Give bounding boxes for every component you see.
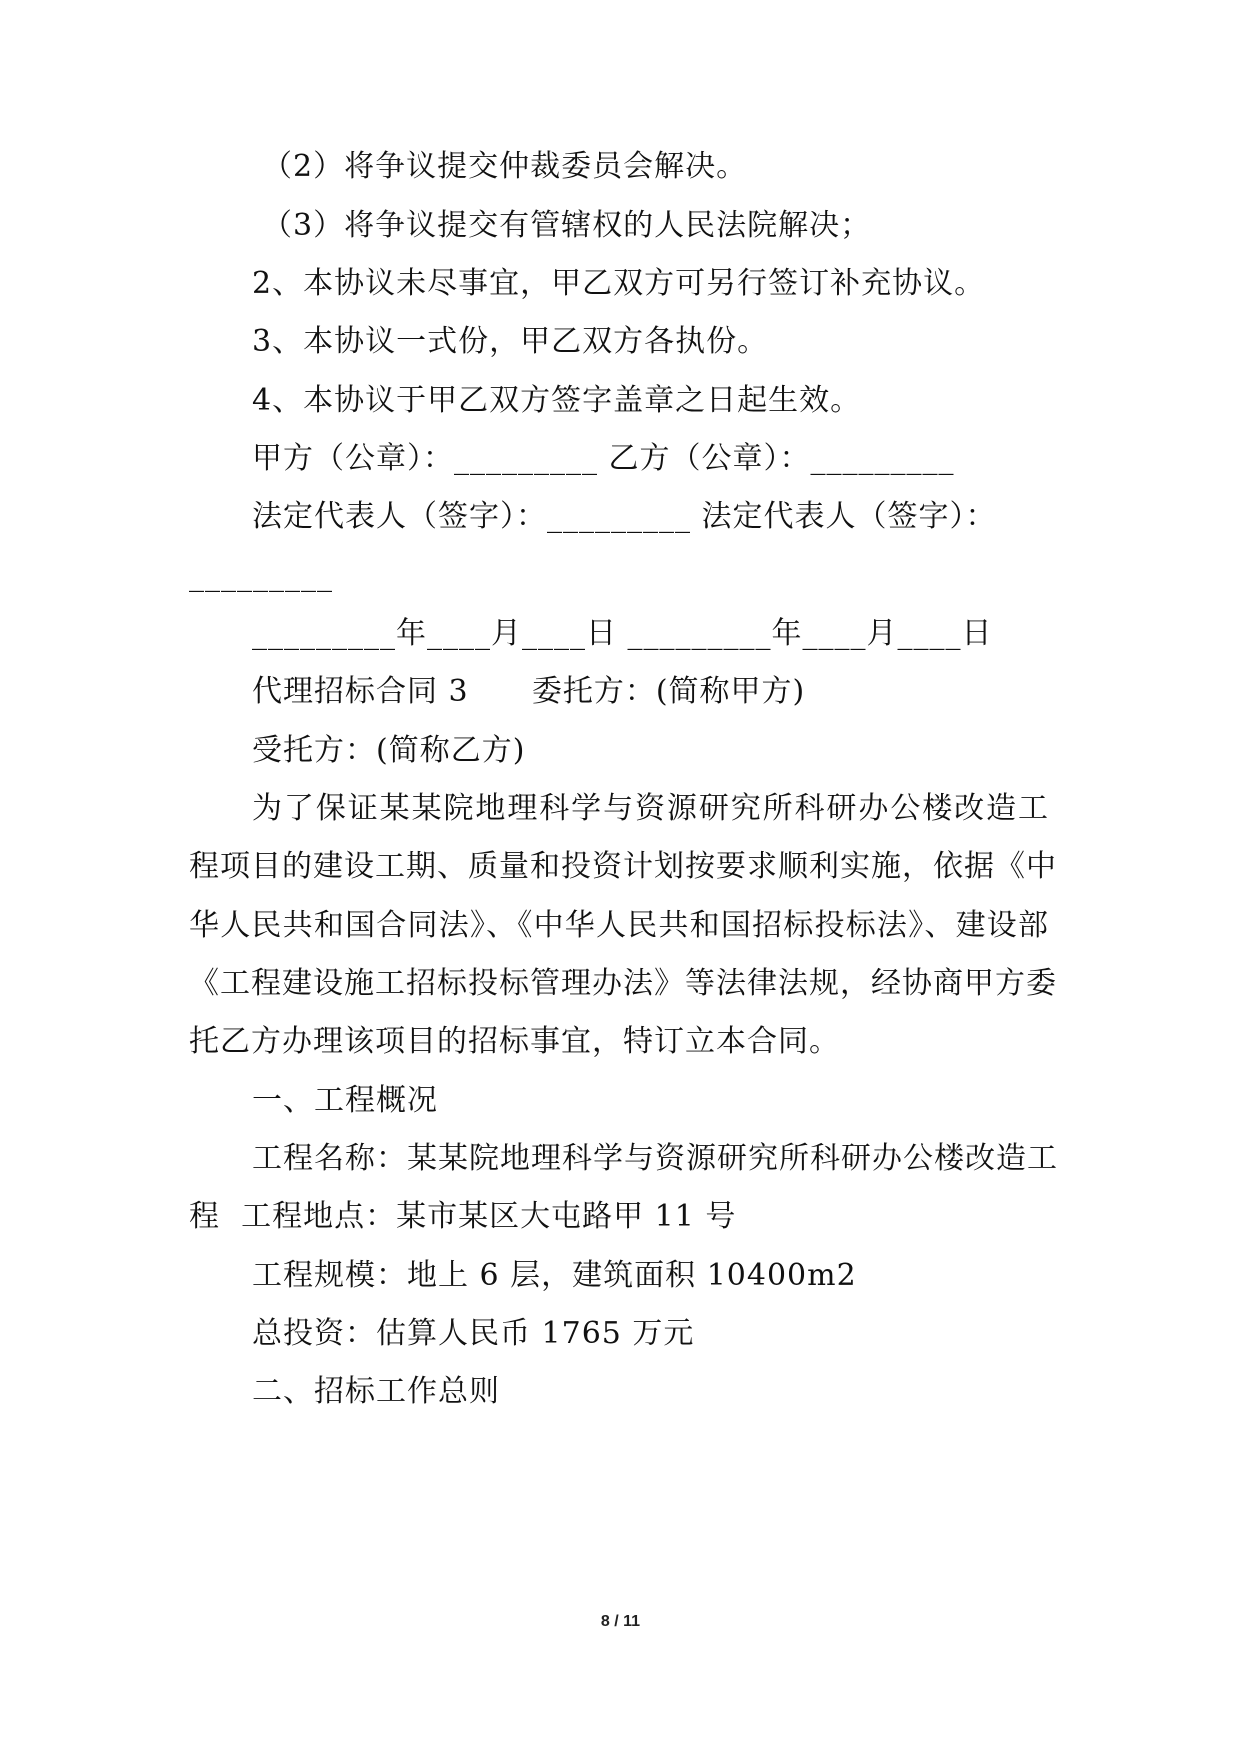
preamble-line-5: 托乙方办理该项目的招标事宜，特订立本合同。 xyxy=(189,1024,840,1059)
clause-4: 4、本协议于甲乙双方签字盖章之日起生效。 xyxy=(252,383,862,418)
preamble-line-4: 《工程建设施工招标投标管理办法》等法律法规，经协商甲方委 xyxy=(189,966,1057,1001)
preamble-line-2: 程项目的建设工期、质量和投资计划按要求顺利实施，依据《中 xyxy=(189,849,1057,884)
clause-2: 2、本协议未尽事宜，甲乙双方可另行签订补充协议。 xyxy=(252,266,986,301)
trustee-line: 受托方：(简称乙方) xyxy=(252,733,526,768)
preamble-line-1: 为了保证某某院地理科学与资源研究所科研办公楼改造工 xyxy=(252,791,1049,826)
date-line: _________年____月____日 _________年____月____日 xyxy=(252,616,993,651)
section-1-heading: 一、工程概况 xyxy=(252,1083,438,1118)
legal-rep-signature-line: 法定代表人（签字）：_________ 法定代表人（签字）： xyxy=(252,499,997,534)
section-2-heading: 二、招标工作总则 xyxy=(252,1374,500,1409)
contract-heading: 代理招标合同 3 委托方：(简称甲方) xyxy=(252,674,806,709)
project-location-line: 程 工程地点：某市某区大屯路甲 11 号 xyxy=(189,1199,737,1234)
project-name-line: 工程名称：某某院地理科学与资源研究所科研办公楼改造工 xyxy=(252,1141,1058,1176)
dispute-option-3: （3）将争议提交有管辖权的人民法院解决； xyxy=(262,208,872,243)
party-seal-line: 甲方（公章）：_________ 乙方（公章）：_________ xyxy=(252,441,955,476)
project-scale-line: 工程规模：地上 6 层，建筑面积 10400m2 xyxy=(252,1258,857,1293)
total-investment-line: 总投资：估算人民币 1765 万元 xyxy=(252,1316,695,1351)
clause-3: 3、本协议一式份，甲乙双方各执份。 xyxy=(252,324,769,359)
dispute-option-2: （2）将争议提交仲裁委员会解决。 xyxy=(262,149,748,184)
page-number: 8 / 11 xyxy=(600,1613,641,1630)
preamble-line-3: 华人民共和国合同法》、《中华人民共和国招标投标法》、建设部 xyxy=(189,908,1049,943)
signature-blank-continued: _________ xyxy=(189,558,333,593)
